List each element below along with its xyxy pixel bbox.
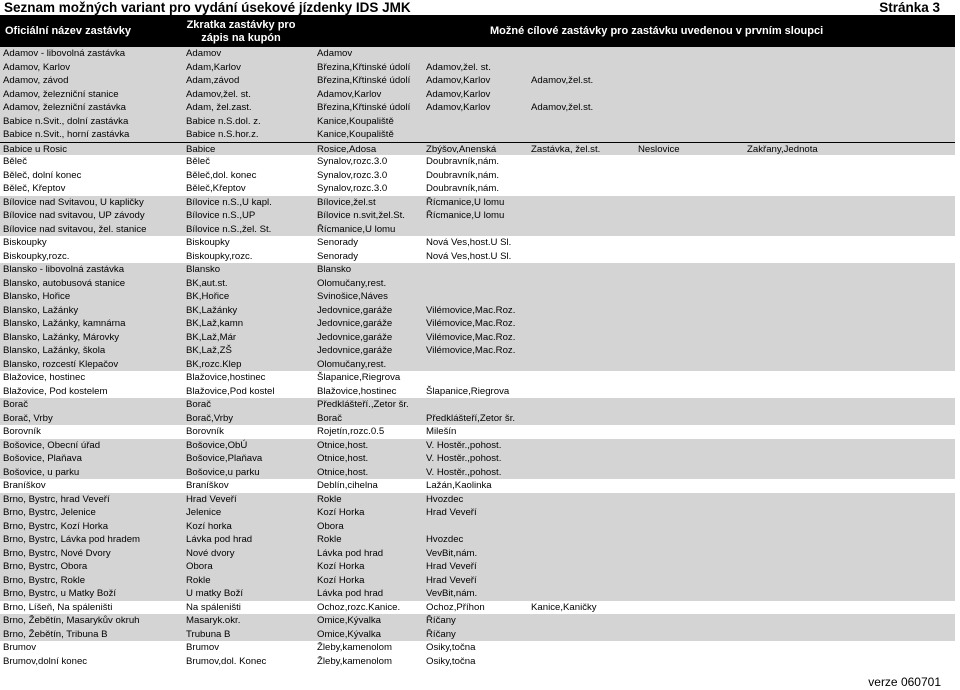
stop-name-cell: Borač, Vrby bbox=[3, 412, 53, 424]
stop-short-cell: Blažovice,hostinec bbox=[186, 372, 266, 383]
table-row bbox=[0, 560, 955, 574]
target-stop-cell: Kanice,Kaničky bbox=[531, 601, 597, 613]
target-stop-cell: Lažán,Kaolinka bbox=[426, 480, 492, 491]
stop-name-cell: Braníškov bbox=[3, 480, 46, 491]
target-stop-cell: Rokle bbox=[317, 493, 342, 505]
target-stop-cell: Kozí Horka bbox=[317, 507, 365, 518]
table-row bbox=[0, 88, 955, 102]
target-stop-cell: Ochoz,Příhon bbox=[426, 601, 485, 613]
stop-name-cell: Brno, Bystrc, Jelenice bbox=[3, 507, 96, 518]
target-stop-cell: Otnice,host. bbox=[317, 453, 369, 464]
target-stop-cell: Březina,Křtinské údolí bbox=[317, 61, 411, 73]
stop-short-cell: BK,Hořice bbox=[186, 291, 230, 302]
stop-name-cell: Brno, Bystrc, Kozí Horka bbox=[3, 520, 109, 532]
target-stop-cell: Řícmanice,U lomu bbox=[426, 196, 505, 208]
stop-short-cell: Bošovice,ObÚ bbox=[186, 439, 248, 451]
table-row bbox=[0, 277, 955, 291]
target-stop-cell: Omice,Kývalka bbox=[317, 615, 381, 626]
target-stop-cell: Adamov,žel.st. bbox=[531, 75, 594, 86]
page-number: Stránka 3 bbox=[879, 0, 940, 15]
target-stop-cell: Synalov,rozc.3.0 bbox=[317, 156, 388, 167]
table-row bbox=[0, 155, 955, 169]
stop-name-cell: Blansko, Lažánky, Márovky bbox=[3, 331, 120, 343]
stop-short-cell: U matky Boží bbox=[186, 588, 244, 599]
target-stop-cell: Šlapanice,Riegrova bbox=[426, 385, 510, 397]
table-row bbox=[0, 128, 955, 142]
target-stop-cell: Neslovice bbox=[638, 143, 680, 155]
target-stop-cell: Jedovnice,garáže bbox=[317, 318, 393, 329]
stop-name-cell: Babice n.Svit., horní zastávka bbox=[3, 129, 130, 140]
target-stop-cell: Lávka pod hrad bbox=[317, 547, 384, 559]
target-stop-cell: Olomučany,rest. bbox=[317, 277, 387, 289]
target-stop-cell: Kanice,Koupaliště bbox=[317, 115, 394, 127]
target-stop-cell: Zakřany,Jednota bbox=[747, 143, 818, 155]
table-row bbox=[0, 290, 955, 304]
stop-short-cell: Běleč bbox=[186, 156, 210, 167]
table-row bbox=[0, 398, 955, 412]
stop-short-cell: Babice n.S.hor.z. bbox=[186, 129, 259, 140]
stop-name-cell: Borač bbox=[3, 399, 29, 410]
target-stop-cell: Březina,Křtinské údolí bbox=[317, 102, 411, 113]
target-stop-cell: V. Hostěr.,pohost. bbox=[426, 439, 502, 451]
stop-short-cell: Borovník bbox=[186, 426, 224, 437]
table-row bbox=[0, 493, 955, 507]
table-row bbox=[0, 142, 955, 156]
target-stop-cell: Zbýšov,Anenská bbox=[426, 143, 497, 155]
stop-name-cell: Blansko - libovolná zastávka bbox=[3, 264, 125, 275]
table-row bbox=[0, 169, 955, 183]
stop-name-cell: Bošovice, Plaňava bbox=[3, 453, 82, 464]
target-stop-cell: Šlapanice,Riegrova bbox=[317, 372, 401, 383]
table-row bbox=[0, 425, 955, 439]
stop-short-cell: BK,Lažánky bbox=[186, 304, 238, 316]
target-stop-cell: Adamov,Karlov bbox=[426, 102, 491, 113]
stop-short-cell: Adamov bbox=[186, 48, 222, 59]
table-row bbox=[0, 263, 955, 277]
stop-short-cell: Běleč,Křeptov bbox=[186, 183, 246, 194]
stop-short-cell: Lávka pod hrad bbox=[186, 534, 253, 545]
stop-short-cell: BK,rozc.Klep bbox=[186, 358, 242, 370]
stop-short-cell: Obora bbox=[186, 561, 213, 572]
target-stop-cell: Ochoz,rozc.Kanice. bbox=[317, 601, 401, 613]
target-stop-cell: Synalov,rozc.3.0 bbox=[317, 183, 388, 194]
target-stop-cell: V. Hostěr.,pohost. bbox=[426, 466, 502, 478]
target-stop-cell: Doubravník,nám. bbox=[426, 183, 500, 194]
stop-name-cell: Biskoupky bbox=[3, 237, 47, 248]
stop-name-cell: Brno, Žebětín, Tribuna B bbox=[3, 628, 108, 640]
table-row bbox=[0, 614, 955, 628]
target-stop-cell: Svinošice,Náves bbox=[317, 291, 388, 302]
table-row bbox=[0, 344, 955, 358]
stop-short-cell: Bílovice n.S.,žel. St. bbox=[186, 223, 272, 235]
target-stop-cell: Adamov,Karlov bbox=[426, 88, 491, 100]
stop-short-cell: Adam,závod bbox=[186, 75, 240, 86]
target-stop-cell: Kozí Horka bbox=[317, 574, 365, 586]
stop-name-cell: Bošovice, Obecní úřad bbox=[3, 439, 101, 451]
target-stop-cell: Hrad Veveří bbox=[426, 507, 477, 518]
stops-table bbox=[0, 47, 955, 668]
stop-name-cell: Brno, Líšeň, Na spáleništi bbox=[3, 601, 113, 613]
stop-short-cell: BK,Laž,ZŠ bbox=[186, 345, 232, 356]
stop-short-cell: Brumov,dol. Konec bbox=[186, 655, 267, 667]
target-stop-cell: Žleby,kamenolom bbox=[317, 655, 393, 667]
header-target-stops: Možné cílové zastávky pro zastávku uvedenou v prvním sloupci bbox=[490, 25, 824, 37]
target-stop-cell: Borač bbox=[317, 412, 343, 424]
stop-short-cell: Brumov bbox=[186, 642, 220, 653]
target-stop-cell: Adamov bbox=[317, 48, 353, 59]
target-stop-cell: Vilémovice,Mac.Roz. bbox=[426, 331, 516, 343]
stop-short-cell: Bílovice n.S.,UP bbox=[186, 210, 256, 221]
table-row bbox=[0, 520, 955, 534]
stop-name-cell: Adamov, Karlov bbox=[3, 61, 71, 73]
stop-short-cell: Hrad Veveří bbox=[186, 493, 237, 505]
table-row bbox=[0, 47, 955, 61]
stop-short-cell: Rokle bbox=[186, 574, 211, 586]
stop-short-cell: Borač bbox=[186, 399, 212, 410]
table-row bbox=[0, 439, 955, 453]
table-row bbox=[0, 182, 955, 196]
stop-name-cell: Blažovice, Pod kostelem bbox=[3, 385, 108, 397]
stop-name-cell: Blansko, Lažánky, škola bbox=[3, 345, 106, 356]
stop-short-cell: Babice bbox=[186, 143, 216, 155]
stop-short-cell: Braníškov bbox=[186, 480, 229, 491]
table-row bbox=[0, 655, 955, 669]
stop-name-cell: Běleč, Křeptov bbox=[3, 183, 66, 194]
table-row bbox=[0, 101, 955, 115]
table-row bbox=[0, 358, 955, 372]
table-row bbox=[0, 587, 955, 601]
target-stop-cell: Žleby,kamenolom bbox=[317, 642, 393, 653]
stop-name-cell: Brumov bbox=[3, 642, 37, 653]
stop-name-cell: Blansko, rozcestí Klepačov bbox=[3, 358, 119, 370]
stop-name-cell: Adamov, závod bbox=[3, 75, 69, 86]
stop-name-cell: Blažovice, hostinec bbox=[3, 372, 86, 383]
target-stop-cell: VevBit,nám. bbox=[426, 547, 478, 559]
target-stop-cell: Březina,Křtinské údolí bbox=[317, 75, 411, 86]
stop-name-cell: Adamov - libovolná zastávka bbox=[3, 48, 126, 59]
stop-name-cell: Brno, Bystrc, Lávka pod hradem bbox=[3, 534, 141, 545]
stop-name-cell: Blansko, Lažánky bbox=[3, 304, 79, 316]
target-stop-cell: Rokle bbox=[317, 534, 342, 545]
table-row bbox=[0, 628, 955, 642]
header-official-name: Oficiální název zastávky bbox=[5, 25, 131, 37]
stop-short-cell: Bílovice n.S.,U kapl. bbox=[186, 196, 272, 208]
stop-short-cell: Adam,Karlov bbox=[186, 61, 241, 73]
table-row bbox=[0, 61, 955, 75]
target-stop-cell: Rojetín,rozc.0.5 bbox=[317, 426, 385, 437]
stop-name-cell: Brno, Bystrc, Obora bbox=[3, 561, 88, 572]
stop-short-cell: BK,aut.st. bbox=[186, 277, 228, 289]
target-stop-cell: Jedovnice,garáže bbox=[317, 331, 393, 343]
stop-name-cell: Brno, Bystrc, hrad Veveří bbox=[3, 493, 110, 505]
target-stop-cell: Doubravník,nám. bbox=[426, 169, 500, 181]
stop-short-cell: Jelenice bbox=[186, 507, 222, 518]
target-stop-cell: Hvozdec bbox=[426, 534, 464, 545]
target-stop-cell: Deblín,cihelna bbox=[317, 480, 378, 491]
target-stop-cell: Adamov,Karlov bbox=[426, 75, 491, 86]
target-stop-cell: VevBit,nám. bbox=[426, 588, 478, 599]
target-stop-cell: Adamov,Karlov bbox=[317, 88, 382, 100]
table-row bbox=[0, 196, 955, 210]
stop-short-cell: Nové dvory bbox=[186, 547, 235, 559]
stop-name-cell: Biskoupky,rozc. bbox=[3, 250, 70, 262]
stop-name-cell: Brno, Bystrc, Nové Dvory bbox=[3, 547, 111, 559]
stop-short-cell: BK,Laž,kamn bbox=[186, 318, 244, 329]
table-row bbox=[0, 479, 955, 493]
target-stop-cell: Obora bbox=[317, 520, 344, 532]
stop-name-cell: Blansko, Lažánky, kamnárna bbox=[3, 318, 126, 329]
table-header bbox=[0, 15, 955, 47]
stop-short-cell: Babice n.S.dol. z. bbox=[186, 115, 261, 127]
table-row bbox=[0, 452, 955, 466]
stop-name-cell: Adamov, železniční zastávka bbox=[3, 102, 126, 113]
target-stop-cell: Hrad Veveří bbox=[426, 574, 477, 586]
target-stop-cell: Osiky,točna bbox=[426, 655, 476, 667]
stop-short-cell: Běleč,dol. konec bbox=[186, 169, 257, 181]
stop-name-cell: Babice u Rosic bbox=[3, 143, 67, 155]
target-stop-cell: Rosice,Adosa bbox=[317, 143, 377, 155]
target-stop-cell: Osiky,točna bbox=[426, 642, 476, 653]
target-stop-cell: Senorady bbox=[317, 250, 359, 262]
table-row bbox=[0, 331, 955, 345]
stop-short-cell: BK,Laž,Már bbox=[186, 331, 237, 343]
table-row bbox=[0, 547, 955, 561]
target-stop-cell: Předklášteří.,Zetor šr. bbox=[317, 399, 409, 410]
stop-name-cell: Bílovice nad Svitavou, U kapličky bbox=[3, 196, 144, 208]
target-stop-cell: Adamov,žel. st. bbox=[426, 61, 491, 73]
table-row bbox=[0, 533, 955, 547]
target-stop-cell: Říčany bbox=[426, 615, 456, 626]
target-stop-cell: Hvozdec bbox=[426, 493, 464, 505]
stop-short-cell: Trubuna B bbox=[186, 628, 231, 640]
stop-name-cell: Blansko, Hořice bbox=[3, 291, 71, 302]
table-row bbox=[0, 385, 955, 399]
table-row bbox=[0, 115, 955, 129]
target-stop-cell: Hrad Veveří bbox=[426, 561, 477, 572]
stop-short-cell: Borač,Vrby bbox=[186, 412, 234, 424]
target-stop-cell: Nová Ves,host.U Sl. bbox=[426, 237, 512, 248]
stop-short-cell: Biskoupky bbox=[186, 237, 230, 248]
target-stop-cell: Milešín bbox=[426, 426, 457, 437]
target-stop-cell: Zastávka, žel.st. bbox=[531, 143, 601, 155]
table-row bbox=[0, 250, 955, 264]
stop-name-cell: Borovník bbox=[3, 426, 41, 437]
table-row bbox=[0, 506, 955, 520]
target-stop-cell: Kozí Horka bbox=[317, 561, 365, 572]
target-stop-cell: Řícmanice,U lomu bbox=[426, 210, 505, 221]
target-stop-cell: Otnice,host. bbox=[317, 466, 369, 478]
target-stop-cell: Synalov,rozc.3.0 bbox=[317, 169, 388, 181]
stop-name-cell: Bílovice nad svitavou, UP závody bbox=[3, 210, 145, 221]
table-row bbox=[0, 412, 955, 426]
stop-name-cell: Bošovice, u parku bbox=[3, 466, 80, 478]
stop-name-cell: Blansko, autobusová stanice bbox=[3, 277, 126, 289]
table-row bbox=[0, 574, 955, 588]
table-row bbox=[0, 317, 955, 331]
table-row bbox=[0, 304, 955, 318]
stop-name-cell: Brumov,dolní konec bbox=[3, 655, 88, 667]
target-stop-cell: Nová Ves,host.U Sl. bbox=[426, 250, 512, 262]
stop-name-cell: Brno, Bystrc, u Matky Boží bbox=[3, 588, 117, 599]
stop-short-cell: Bošovice,Plaňava bbox=[186, 453, 263, 464]
stop-short-cell: Kozí horka bbox=[186, 520, 232, 532]
header-short-name: Zkratka zastávky pro zápis na kupón bbox=[186, 19, 296, 44]
table-row bbox=[0, 371, 955, 385]
target-stop-cell: Blažovice,hostinec bbox=[317, 385, 397, 397]
stop-short-cell: Blažovice,Pod kostel bbox=[186, 385, 275, 397]
stop-short-cell: Na spáleništi bbox=[186, 601, 241, 613]
stop-short-cell: Masaryk.okr. bbox=[186, 615, 241, 626]
stop-name-cell: Brno, Bystrc, Rokle bbox=[3, 574, 86, 586]
target-stop-cell: Bílovice n.svit,žel.St. bbox=[317, 210, 405, 221]
stop-name-cell: Brno, Žebětín, Masarykův okruh bbox=[3, 615, 140, 626]
target-stop-cell: Blansko bbox=[317, 264, 352, 275]
target-stop-cell: Bílovice,žel.st bbox=[317, 196, 376, 208]
table-row bbox=[0, 641, 955, 655]
stop-name-cell: Běleč, dolní konec bbox=[3, 169, 82, 181]
stop-short-cell: Adam, žel.zast. bbox=[186, 102, 252, 113]
version-label: verze 060701 bbox=[865, 675, 944, 689]
stop-name-cell: Bílovice nad svitavou, žel. stanice bbox=[3, 223, 147, 235]
stop-short-cell: Bošovice,u parku bbox=[186, 466, 260, 478]
table-row bbox=[0, 601, 955, 615]
stop-name-cell: Babice n.Svit., dolní zastávka bbox=[3, 115, 129, 127]
target-stop-cell: Řícmanice,U lomu bbox=[317, 223, 396, 235]
target-stop-cell: Doubravník,nám. bbox=[426, 156, 500, 167]
target-stop-cell: Otnice,host. bbox=[317, 439, 369, 451]
table-row bbox=[0, 466, 955, 480]
target-stop-cell: Senorady bbox=[317, 237, 359, 248]
target-stop-cell: V. Hostěr.,pohost. bbox=[426, 453, 502, 464]
target-stop-cell: Říčany bbox=[426, 628, 456, 640]
target-stop-cell: Vilémovice,Mac.Roz. bbox=[426, 304, 516, 316]
target-stop-cell: Předklášteří,Zetor šr. bbox=[426, 412, 516, 424]
target-stop-cell: Omice,Kývalka bbox=[317, 628, 381, 640]
table-row bbox=[0, 74, 955, 88]
target-stop-cell: Jedovnice,garáže bbox=[317, 345, 393, 356]
stop-short-cell: Adamov,žel. st. bbox=[186, 88, 251, 100]
stop-short-cell: Biskoupky,rozc. bbox=[186, 250, 253, 262]
table-row bbox=[0, 236, 955, 250]
stop-name-cell: Adamov, železniční stanice bbox=[3, 88, 119, 100]
target-stop-cell: Vilémovice,Mac.Roz. bbox=[426, 318, 516, 329]
target-stop-cell: Jedovnice,garáže bbox=[317, 304, 393, 316]
target-stop-cell: Lávka pod hrad bbox=[317, 588, 384, 599]
stop-short-cell: Blansko bbox=[186, 264, 221, 275]
table-row bbox=[0, 223, 955, 237]
target-stop-cell: Adamov,žel.st. bbox=[531, 102, 594, 113]
target-stop-cell: Olomučany,rest. bbox=[317, 358, 387, 370]
page-title: Seznam možných variant pro vydání úsekové jízdenky IDS JMK bbox=[4, 0, 411, 15]
target-stop-cell: Kanice,Koupaliště bbox=[317, 129, 394, 140]
stop-name-cell: Běleč bbox=[3, 156, 27, 167]
target-stop-cell: Vilémovice,Mac.Roz. bbox=[426, 345, 516, 356]
table-row bbox=[0, 209, 955, 223]
